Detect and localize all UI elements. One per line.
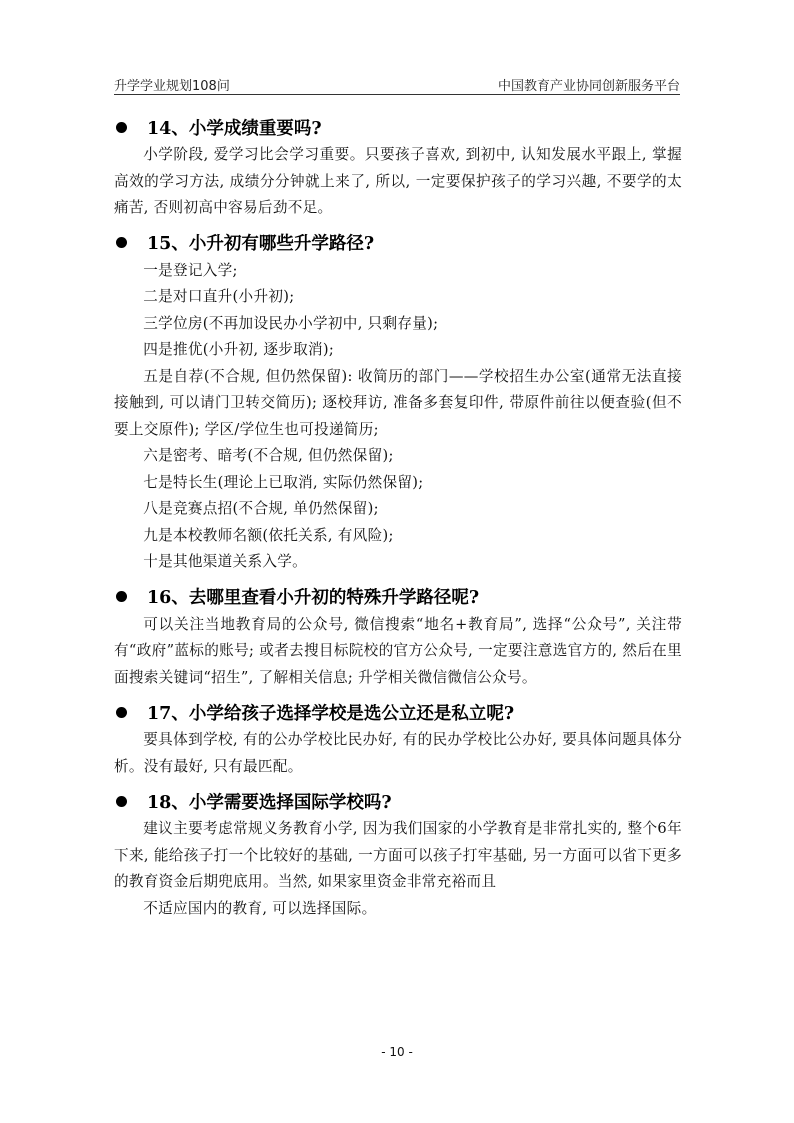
- paragraph: 小学阶段, 爱学习比会学习重要。只要孩子喜欢, 到初中, 认知发展水平跟上, 掌握高效的学习方法, 成绩分分钟就上来了, 所以, 一定要保护孩子的学习兴趣, 不要学的太痛苦, 否则初高中容易后劲不足。: [114, 146, 682, 216]
- section-title: 17、小学给孩子选择学校是选公立还是私立呢?: [147, 703, 515, 724]
- paragraph: 建议主要考虑常规义务教育小学, 因为我们国家的小学教育是非常扎实的, 整个6年下来, 能给孩子打一个比较好的基础, 一方面可以孩子打牢基础, 另一方面可以省下更多的教育资金后期兜底用。当然, 如果家里资金非常充裕而且: [114, 820, 682, 890]
- section-heading: [114, 697, 682, 727]
- section-heading: [114, 582, 682, 612]
- list-item: 十是其他渠道关系入学。: [143, 553, 308, 570]
- header-platform-name: 中国教育产业协同创新服务平台: [497, 79, 680, 94]
- section-heading: [114, 786, 682, 816]
- section-title: 16、去哪里查看小升初的特殊升学路径呢?: [147, 588, 480, 608]
- list-item: 四是推优(小升初, 逐步取消);: [143, 341, 335, 358]
- list-item: 三学位房(不再加设民办小学初中, 只剩存量);: [143, 314, 439, 332]
- page-content: [114, 110, 682, 928]
- header-book-title: 升学学业规划108问: [114, 79, 230, 94]
- section-17: [114, 697, 682, 780]
- paragraph: 可以关注当地教育局的公众号, 微信搜索“地名+教育局”, 选择“公众号”, 关注带有“政府”蓝标的账号; 或者去搜目标院校的官方公众号, 一定要注意选官方的, 然后在里面搜索关键词“招生”, 了解相关信息; 升学相关微信微信公众号。: [114, 615, 682, 686]
- list-item: 七是特长生(理论上已取消, 实际仍然保留);: [143, 473, 424, 491]
- list-item: 五是自荐(不合规, 但仍然保留): 收简历的部门——学校招生办公室(通常无法直接接触到, 可以请门卫转交简历); 逐校拜访, 准备多套复印件, 带原件前往以便查验(但不要上交原件); 学区/学位生也可投递简历;: [114, 367, 682, 438]
- section-title: 18、小学需要选择国际学校吗?: [147, 792, 392, 813]
- section-18: [114, 786, 682, 922]
- bullet-icon: [116, 796, 127, 807]
- section-16: [114, 582, 682, 692]
- list-item: 八是竞赛点招(不合规, 单仍然保留);: [143, 500, 379, 517]
- list-item: 六是密考、暗考(不合规, 但仍然保留);: [143, 447, 394, 464]
- bullet-icon: [116, 237, 127, 248]
- paragraph: 要具体到学校, 有的公办学校比民办好, 有的民办学校比公办好, 要具体问题具体分析。没有最好, 只有最匹配。: [114, 731, 682, 775]
- section-heading: [114, 112, 682, 142]
- bullet-icon: [116, 591, 127, 602]
- bullet-icon: [116, 707, 127, 718]
- section-14: [114, 112, 682, 222]
- page-header: [114, 72, 680, 95]
- page-number: - 10 -: [381, 1045, 413, 1059]
- list-item: 九是本校教师名额(依托关系, 有风险);: [143, 526, 394, 544]
- section-15: [114, 228, 682, 576]
- section-title: 15、小升初有哪些升学路径?: [147, 234, 375, 254]
- section-heading: [114, 228, 682, 258]
- list-item: 一是登记入学;: [143, 261, 238, 279]
- paragraph: 不适应国内的教育, 可以选择国际。: [143, 899, 377, 917]
- section-title: 14、小学成绩重要吗?: [147, 118, 322, 139]
- list-item: 二是对口直升(小升初);: [143, 288, 295, 305]
- bullet-icon: [116, 122, 127, 133]
